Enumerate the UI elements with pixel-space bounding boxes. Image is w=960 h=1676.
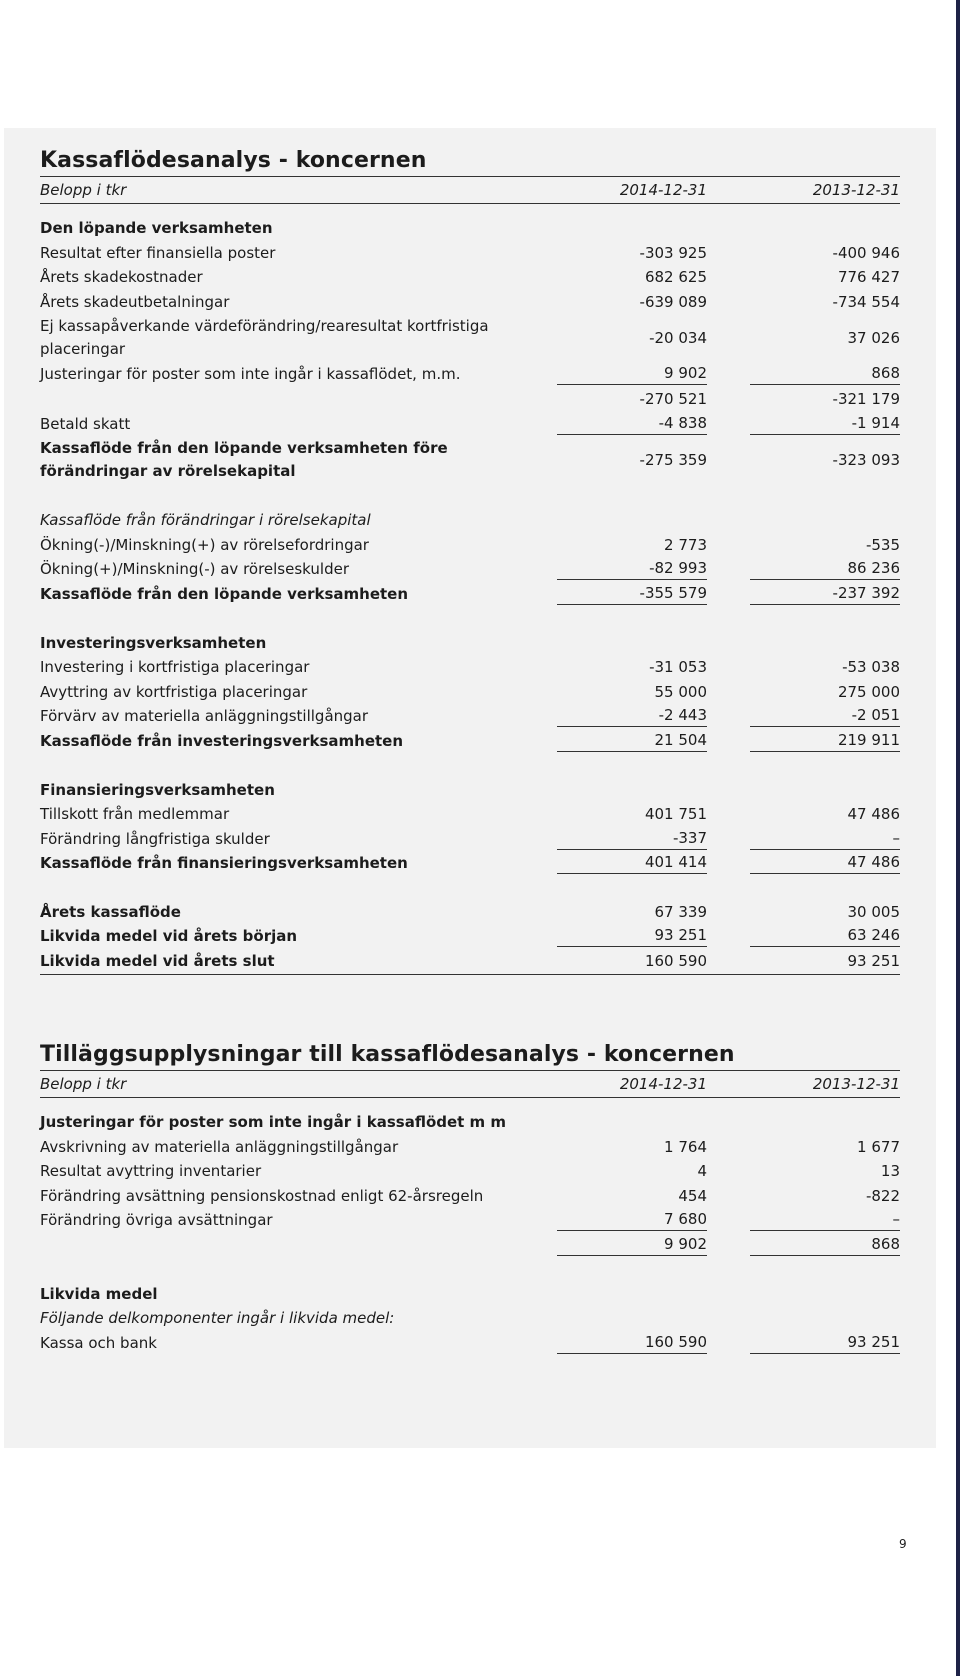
total-row: Kassaflöde från den löpande verksamheten -355 579 -237 392: [40, 583, 900, 603]
subtotal-row: 9 902 868: [40, 1233, 900, 1258]
table-row: Ej kassapåverkande värdeförändring/rearesultat kortfristiga placeringar -20 034 37 026: [40, 317, 900, 359]
table-row: Avyttring av kortfristiga placeringar 55 000 275 000: [40, 682, 900, 701]
table-row: Likvida medel vid årets slut 160 590 93 251: [40, 949, 900, 975]
table-row: Ökning(-)/Minskning(+) av rörelsefordringar 2 773 -535: [40, 535, 900, 554]
section-heading: Kassaflöde från förändringar i rörelsekapital: [40, 511, 371, 530]
section-heading: Investeringsverksamheten: [40, 633, 267, 652]
section-heading: Likvida medel: [40, 1284, 158, 1303]
col-2014: 2014-12-31: [619, 181, 707, 199]
table-row: Resultat efter finansiella poster -303 925 -400 946: [40, 243, 900, 262]
section-subheading: Följande delkomponenter ingår i likvida medel:: [40, 1309, 395, 1328]
table-row: Kassa och bank 160 590 93 251: [40, 1332, 900, 1352]
table-row: Betald skatt -4 838 -1 914: [40, 413, 900, 433]
table-row: Årets skadeutbetalningar -639 089 -734 554: [40, 292, 900, 311]
table-row: Likvida medel vid årets början 93 251 63 246: [40, 926, 900, 946]
column-header: [40, 176, 900, 204]
table-row: Investering i kortfristiga placeringar -31 053 -53 038: [40, 658, 900, 677]
statement-title: Kassaflödesanalys - koncernen: [40, 148, 427, 173]
cashflow-statement: [40, 146, 900, 975]
table-row: Förändring långfristiga skulder -337 –: [40, 828, 900, 848]
table-row: Förändring avsättning pensionskostnad enligt 62-årsregeln 454 -822: [40, 1186, 900, 1205]
table-row: Justeringar för poster som inte ingår i kassaflödet, m.m. 9 902 868: [40, 364, 900, 384]
table-row: Avskrivning av materiella anläggningstillgångar 1 764 1 677: [40, 1137, 900, 1156]
column-header: [40, 1070, 900, 1098]
table-row: Ökning(+)/Minskning(-) av rörelseskulder -82 993 86 236: [40, 559, 900, 579]
total-row: Kassaflöde från den löpande verksamheten före förändringar av rörelsekapital -275 359 -323 093: [40, 439, 900, 481]
table-row: Årets kassaflöde 67 339 30 005: [40, 902, 900, 921]
table-row: Resultat avyttring inventarier 4 13: [40, 1162, 900, 1181]
section-heading: Justeringar för poster som inte ingår i kassaflödet m m: [40, 1113, 507, 1131]
section-heading: Finansieringsverksamheten: [40, 780, 275, 799]
col-2013: 2013-12-31: [812, 181, 900, 199]
supplementary-statement: [40, 1040, 900, 1355]
table-row: Förvärv av materiella anläggningstillgångar -2 443 -2 051: [40, 706, 900, 726]
table-row: Förändring övriga avsättningar 7 680 –: [40, 1210, 900, 1230]
unit-label: Belopp i tkr: [40, 181, 127, 199]
supplement-title: Tilläggsupplysningar till kassaflödesanalys - koncernen: [40, 1042, 735, 1067]
unit-label: Belopp i tkr: [40, 1075, 127, 1093]
section-heading: Den löpande verksamheten: [40, 219, 273, 237]
col-2013: 2013-12-31: [812, 1075, 900, 1093]
subtotal-row: -270 521 -321 179: [639, 389, 900, 408]
total-row: Kassaflöde från investeringsverksamheten 21 504 219 911: [40, 730, 900, 750]
total-row: Kassaflöde från finansieringsverksamheten 401 414 47 486: [40, 853, 900, 873]
col-2014: 2014-12-31: [619, 1075, 707, 1093]
table-row: Tillskott från medlemmar 401 751 47 486: [40, 805, 900, 824]
table-row: Årets skadekostnader 682 625 776 427: [40, 268, 900, 287]
page-edge-rule: [956, 0, 960, 1676]
page-number: 9: [899, 1537, 907, 1551]
